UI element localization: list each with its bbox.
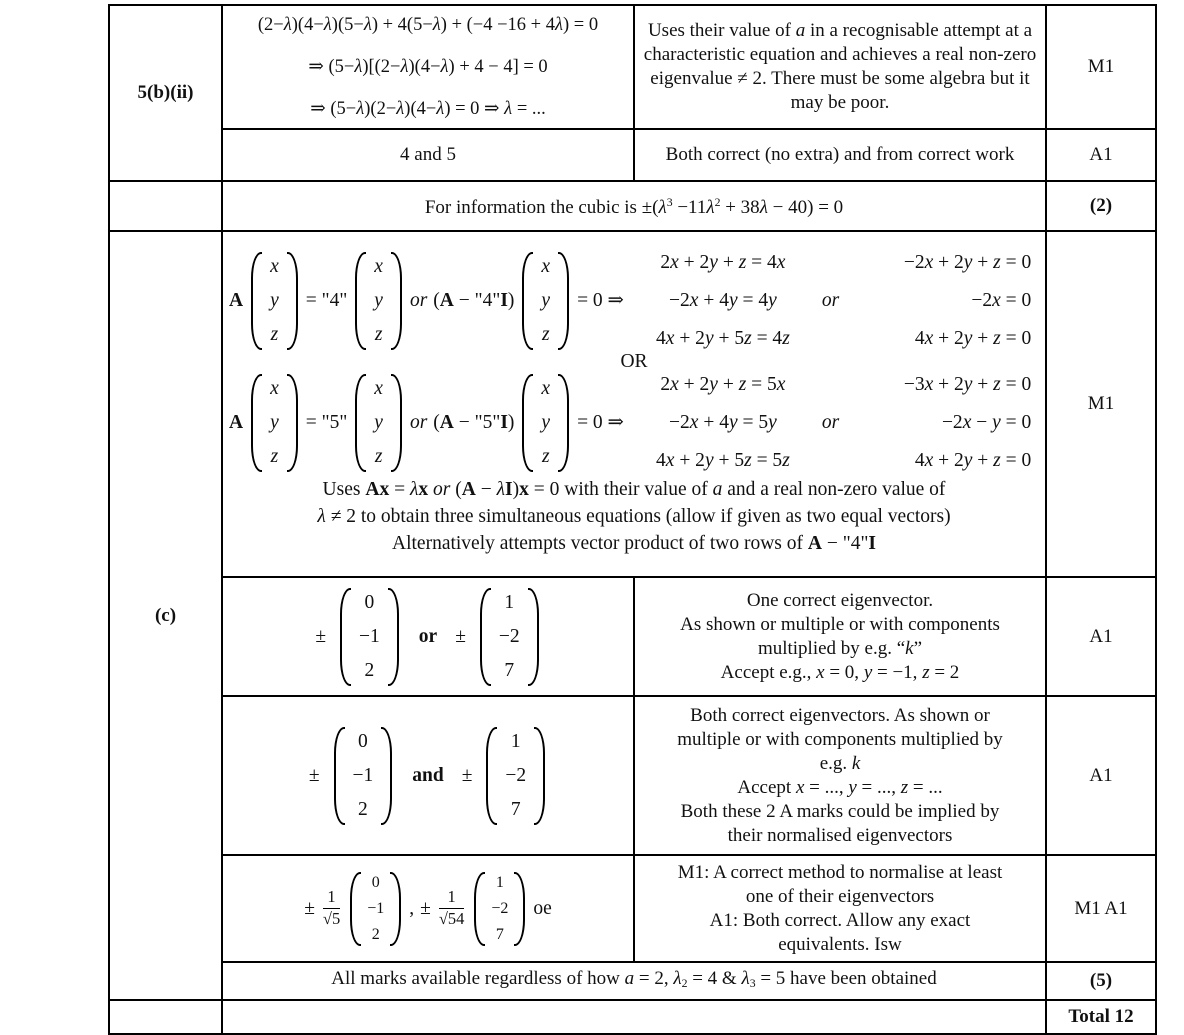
eigenvector-1: 0 −1 2 [334, 727, 393, 825]
notes-cell-one-eigenvector [634, 577, 1046, 696]
marks-cell-subtotal-c: (5) [1046, 962, 1156, 1000]
oe-abbreviation: oe [533, 897, 552, 919]
work-line: (2−λ)(4−λ)(5−λ) + 4(5−λ) + (−4 −16 + 4λ) = 0 [257, 15, 599, 35]
paren-right [514, 872, 525, 946]
row-normalised-eigenvectors [109, 855, 1156, 962]
paren-left [334, 727, 345, 825]
column-vector-xyz: x y z [251, 252, 298, 350]
note-line: Accept e.g., x = 0, y = −1, z = 2 [720, 661, 960, 683]
work-line: ⇒ (5−λ)[(2−λ)(4−λ) + 4 − 4] = 0 [308, 57, 548, 77]
comma: , [409, 897, 415, 919]
note-line: one of their eigenvectors [745, 885, 935, 907]
row-5bii-work [109, 5, 1156, 129]
note-line: Both correct eigenvectors. As shown or [690, 704, 990, 726]
uses-line: λ ≠ 2 to obtain three simultaneous equations (allow if given as two equal vectors) [317, 506, 951, 527]
fraction-1-over-root5: $\frac{1}{√5}$ [322, 887, 341, 928]
empty-cell [222, 1000, 1046, 1034]
scheme-cell-one-eigenvector [222, 577, 634, 696]
row-all-marks [109, 962, 1156, 1000]
scheme-cell-c-method [222, 231, 1046, 577]
marks-cell-one-eigenvector: A1 [1046, 577, 1156, 696]
paren-right [558, 252, 569, 350]
equals-value: = "4" [305, 290, 348, 311]
marks-cell-subtotal: (2) [1046, 181, 1156, 231]
marks-cell-5bii: M1 [1046, 5, 1156, 129]
note-line: Both these 2 A marks could be implied by [680, 800, 1000, 822]
column-vector-xyz: x y z [522, 374, 569, 472]
paren-right [381, 727, 392, 825]
paren-right [391, 374, 402, 472]
note-line: One correct eigenvector. [746, 589, 934, 611]
note-line: their normalised eigenvectors [727, 824, 953, 846]
paren-right [388, 588, 399, 686]
marks-cell-answer: A1 [1046, 129, 1156, 181]
matrix-A: A [229, 412, 244, 433]
row-5bii-answer [109, 129, 1156, 181]
equals-zero-implies: = 0 ⇒ [577, 290, 624, 311]
plus-minus-sign: ± [461, 764, 473, 786]
paren-right [528, 588, 539, 686]
scheme-cell-normalised [222, 855, 634, 962]
marks-cell-normalised: M1 A1 [1046, 855, 1156, 962]
paren-right [558, 374, 569, 472]
note-line: As shown or multiple or with components [680, 613, 1000, 635]
or-connector: or [409, 412, 428, 433]
eigenvector-2: 1 −2 7 [480, 588, 539, 686]
paren-right [287, 374, 298, 472]
simultaneous-equations-right: −2x + 2y + z = 0 −2x = 0 4x + 2y + z = 0 [903, 252, 1032, 349]
paren-left [251, 374, 262, 472]
plus-minus-sign: ± [308, 764, 320, 786]
note-line: equivalents. Isw [778, 933, 902, 955]
paren-right [391, 252, 402, 350]
uses-line: Alternatively attempts vector product of two rows of A − "4"I [392, 533, 876, 554]
eigenvector-1: 0 −1 2 [350, 872, 401, 946]
scheme-cell-5bii [222, 5, 634, 129]
radical-sign: √ [438, 909, 448, 928]
row-both-eigenvectors [109, 696, 1156, 855]
matrix-equation-4 [227, 251, 1041, 351]
column-vector-xyz: x y z [355, 374, 402, 472]
paren-left [486, 727, 497, 825]
question-number-c: (c) [109, 231, 222, 1000]
paren-left [350, 872, 361, 946]
column-vector-xyz: x y z [522, 252, 569, 350]
column-vector-xyz: x y z [251, 374, 298, 472]
total-marks-cell: Total 12 [1046, 1000, 1156, 1034]
equals-zero-implies: = 0 ⇒ [577, 412, 624, 433]
fraction-1-over-root54: $\frac{1}{√54}$ [438, 887, 465, 928]
simultaneous-equations-right: −3x + 2y + z = 0 −2x − y = 0 4x + 2y + z = 0 [903, 374, 1032, 471]
or-connector: or [418, 625, 438, 647]
paren-right [287, 252, 298, 350]
paren-left [474, 872, 485, 946]
matrix-A: A [229, 290, 244, 311]
paren-left [355, 374, 366, 472]
simultaneous-equations-left: 2x + 2y + z = 4x −2x + 4y = 4y 4x + 2y + 5z = 4z [656, 252, 790, 349]
and-connector: and [412, 764, 444, 786]
equals-value: = "5" [305, 412, 348, 433]
paren-left [251, 252, 262, 350]
eigenvector-2: 1 −2 7 [486, 727, 545, 825]
working-lines [227, 11, 629, 123]
paren-left [355, 252, 366, 350]
paren-left [480, 588, 491, 686]
or-divider: OR [620, 351, 648, 372]
or-connector: or [821, 290, 840, 311]
row-c-method [109, 231, 1156, 577]
note-line: multiple or with components multiplied by [677, 728, 1003, 750]
simultaneous-equations-left: 2x + 2y + z = 5x −2x + 4y = 5y 4x + 2y + 5z = 5z [656, 374, 790, 471]
plus-minus-sign: ± [304, 897, 315, 919]
row-total [109, 1000, 1156, 1034]
question-cell-empty [109, 181, 222, 231]
work-line: ⇒ (5−λ)(2−λ)(4−λ) = 0 ⇒ λ = ... [310, 99, 546, 119]
column-vector-xyz: x y z [355, 252, 402, 350]
note-line: M1: A correct method to normalise at least [677, 861, 1003, 883]
scheme-cell-both-eigenvectors [222, 696, 634, 855]
note-line: A1: Both correct. Allow any exact [709, 909, 971, 931]
mark-scheme-table [108, 4, 1157, 1035]
eigenvector-2: 1 −2 7 [474, 872, 525, 946]
note-line: multiplied by e.g. “k” [757, 637, 923, 659]
paren-left [340, 588, 351, 686]
notes-cell-both-eigenvectors [634, 696, 1046, 855]
notes-cell-5bii: Uses their value of a in a recognisable attempt at a characteristic equation and achieves a real non-zero eigenvalue ≠ 2. There must be some algebra but it may be poor. [634, 5, 1046, 129]
eigenvector-1: 0 −1 2 [340, 588, 399, 686]
uses-description [227, 476, 1041, 557]
A-minus-5I: (A − "5"I) [433, 412, 515, 433]
paren-right [390, 872, 401, 946]
paren-right [534, 727, 545, 825]
plus-minus-sign: ± [315, 625, 327, 647]
radical-sign: √ [322, 909, 332, 928]
paren-left [522, 374, 533, 472]
all-marks-cell: All marks available regardless of how a = 2, λ2 = 4 & λ3 = 5 have been obtained [222, 962, 1046, 1000]
or-connector: or [821, 412, 840, 433]
notes-cell-normalised [634, 855, 1046, 962]
row-one-eigenvector [109, 577, 1156, 696]
note-line: e.g. k [819, 752, 861, 774]
marks-cell-c-method: M1 [1046, 231, 1156, 577]
plus-minus-sign: ± [420, 897, 431, 919]
row-cubic-info [109, 181, 1156, 231]
note-line: Accept x = ..., y = ..., z = ... [737, 776, 943, 798]
A-minus-4I: (A − "4"I) [433, 290, 515, 311]
notes-cell-answer: Both correct (no extra) and from correct work [634, 129, 1046, 181]
uses-line: Uses Ax = λx or (A − λI)x = 0 with their value of a and a real non-zero value of [322, 479, 946, 500]
question-number-5bii: 5(b)(ii) [109, 5, 222, 181]
plus-minus-sign: ± [455, 625, 466, 647]
info-cell: For information the cubic is $\pm(\lambda^3 -11\lambda^2 + 38\lambda - 40) = 0$ [222, 181, 1046, 231]
or-connector: or [409, 290, 428, 311]
paren-left [522, 252, 533, 350]
marks-cell-both-eigenvectors: A1 [1046, 696, 1156, 855]
question-cell-empty [109, 1000, 222, 1034]
matrix-equation-5 [227, 373, 1041, 473]
scheme-cell-answer: 4 and 5 [222, 129, 634, 181]
